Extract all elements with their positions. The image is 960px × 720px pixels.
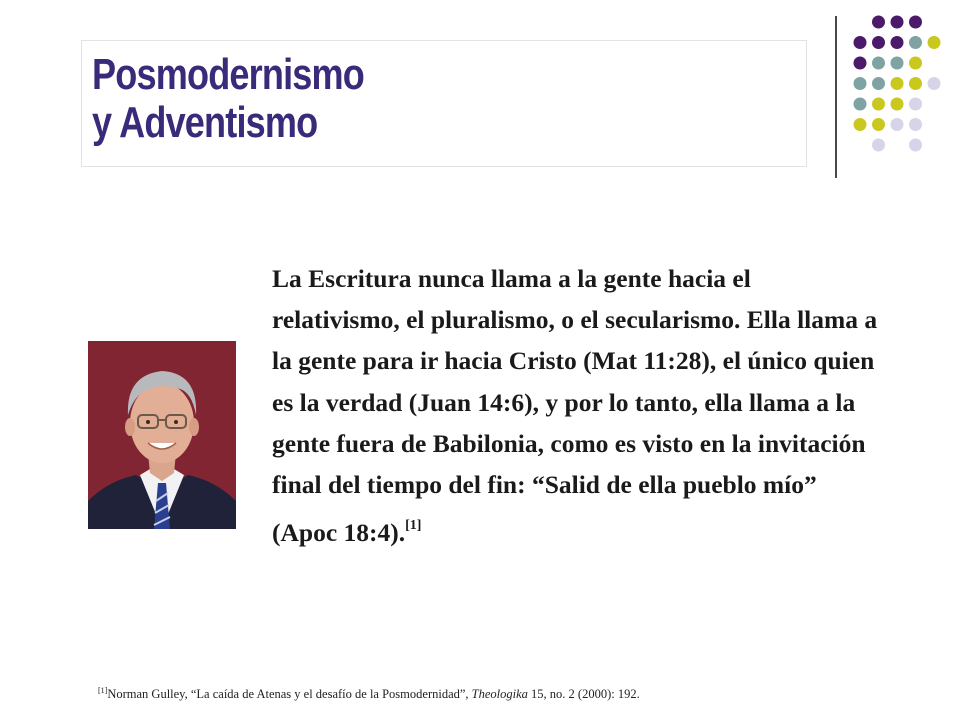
decorative-dot: [872, 36, 885, 49]
footnote-journal: Theologika: [471, 687, 528, 701]
divider-line: [835, 16, 837, 178]
decorative-dot: [872, 16, 885, 29]
decorative-dot: [872, 77, 885, 90]
decorative-dot: [891, 57, 904, 70]
decorative-dot: [909, 139, 922, 152]
title-box: [81, 40, 807, 167]
decorative-dot: [909, 57, 922, 70]
decorative-dot: [909, 118, 922, 131]
decorative-dot: [928, 77, 941, 90]
decorative-dot: [891, 98, 904, 111]
title-line-1: Posmodernismo: [92, 50, 365, 99]
decorative-dot: [872, 57, 885, 70]
decorative-dot: [891, 77, 904, 90]
decorative-dot: [872, 139, 885, 152]
decorative-dot: [891, 118, 904, 131]
quote-paragraph: [272, 258, 882, 553]
decorative-dot: [891, 36, 904, 49]
speaker-portrait: [88, 341, 236, 529]
slide-title: [92, 51, 364, 147]
decorative-dot: [909, 77, 922, 90]
footnote-marker: [1]: [98, 686, 108, 695]
decorative-dot: [928, 36, 941, 49]
decorative-dot: [872, 118, 885, 131]
footnote-citation-start: Norman Gulley, “La caída de Atenas y el desafío de la Posmodernidad”,: [107, 687, 472, 701]
decorative-dot: [854, 118, 867, 131]
footnote: [98, 686, 938, 702]
decorative-dot: [909, 98, 922, 111]
quote-text: La Escritura nunca llama a la gente hacia el relativismo, el pluralismo, o el secularismo. Ella llama a la gente para ir hacia Cristo (Mat 11:28), el único quien es la verdad (Juan 14:6), y por lo tanto, ella llama a la gente fuera de Babilonia, como es visto en la invitación final del tiempo del fin: “Salid de ella pueblo mío” (Apoc 18:4).: [272, 264, 878, 548]
decorative-dot: [854, 98, 867, 111]
decorative-dot: [909, 36, 922, 49]
decorative-dot: [891, 16, 904, 29]
decorative-dot: [854, 36, 867, 49]
decorative-dot: [854, 77, 867, 90]
footnote-citation-end: 15, no. 2 (2000): 192.: [527, 687, 640, 701]
decorative-dot: [854, 57, 867, 70]
decorative-dot: [872, 98, 885, 111]
decorative-dot: [909, 16, 922, 29]
quote-footnote-ref: [1]: [405, 518, 422, 534]
title-line-2: y Adventismo: [92, 98, 318, 147]
